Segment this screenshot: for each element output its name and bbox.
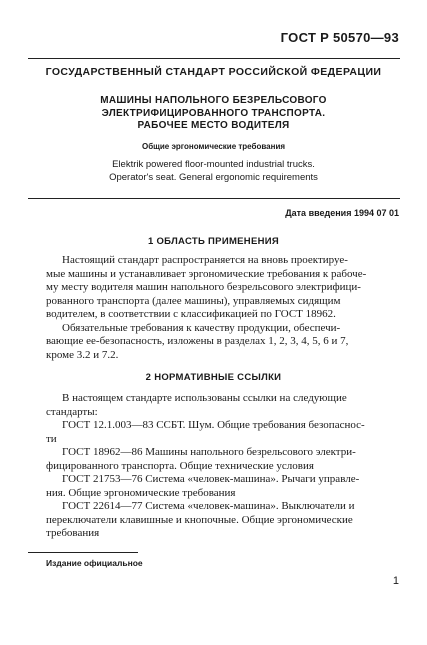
text-line: переключатели клавишные и кнопочные. Общие эргономические	[46, 513, 353, 526]
edition-note: Издание официальное	[46, 558, 143, 568]
text-line: ГОСТ 12.1.003—83 ССБТ. Шум. Общие требования безопаснос-	[62, 419, 365, 431]
english-title	[0, 159, 427, 184]
english-title-line: Operator's seat. General ergonomic requirements	[109, 171, 318, 183]
title-line: РАБОЧЕЕ МЕСТО ВОДИТЕЛЯ	[137, 120, 290, 131]
text-line: Настоящий стандарт распространяется на вновь проектируе-	[62, 254, 348, 266]
text-line: В настоящем стандарте использованы ссылки на следующие	[62, 392, 347, 404]
footer-rule	[28, 552, 138, 553]
text-line: вающие ее-безопасность, изложены в разделах 1, 2, 3, 4, 5, 6 и 7,	[46, 335, 349, 347]
page-number: 1	[392, 575, 399, 587]
text-line: стандарты:	[46, 405, 98, 418]
document-title	[0, 95, 427, 133]
paragraph	[46, 254, 398, 322]
section-1-heading: 1 ОБЛАСТЬ ПРИМЕНЕНИЯ	[147, 236, 280, 247]
document-number: ГОСТ Р 50570—93	[280, 30, 399, 45]
text-line: ГОСТ 22614—77 Система «человек-машина». Выключатели и	[62, 500, 355, 512]
section-2-heading: 2 НОРМАТИВНЫЕ ССЫЛКИ	[145, 372, 282, 383]
section-1-body	[46, 254, 398, 362]
title-line: МАШИНЫ НАПОЛЬНОГО БЕЗРЕЛЬСОВОГО	[100, 95, 327, 106]
reference-item	[46, 446, 398, 473]
text-line: ГОСТ 18962—86 Машины напольного безрельсового электри-	[62, 446, 356, 458]
text-line: ния. Общие эргономические требования	[46, 486, 236, 499]
paragraph	[46, 392, 398, 419]
reference-item	[46, 419, 398, 446]
text-line: требования	[46, 527, 100, 539]
english-title-line: Elektrik powered floor-mounted industrial trucks.	[112, 159, 315, 170]
paragraph	[46, 322, 398, 363]
middle-rule	[28, 198, 400, 199]
introduction-date: Дата введения 1994 07 01	[285, 208, 399, 218]
text-line: ГОСТ 21753—76 Система «человек-машина». Рычаги управле-	[62, 473, 360, 485]
text-line: рованного транспорта (далее машины), управляемых сидящим	[46, 294, 341, 307]
text-line: фицированного транспорта. Общие технические условия	[46, 459, 314, 472]
standard-type-header: ГОСУДАРСТВЕННЫЙ СТАНДАРТ РОССИЙСКОЙ ФЕДЕРАЦИИ	[45, 66, 382, 78]
text-line: мые машины и устанавливает эргономические требования к рабоче-	[46, 267, 367, 280]
text-line: Обязательные требования к качеству продукции, обеспечи-	[62, 321, 341, 334]
reference-item	[46, 500, 398, 541]
text-line: водителем, в соответствии с классификацией по ГОСТ 18962.	[46, 308, 336, 320]
title-line: ЭЛЕКТРИФИЦИРОВАННОГО ТРАНСПОРТА.	[101, 107, 326, 119]
text-line: ти	[46, 432, 57, 445]
reference-item	[46, 473, 398, 500]
section-2-body	[46, 392, 398, 541]
top-rule	[28, 58, 400, 59]
document-subtitle: Общие эргономические требования	[141, 142, 286, 151]
text-line: кроме 3.2 и 7.2.	[46, 348, 119, 361]
text-line: му месту водителя машин напольного безрельсового электрифици-	[46, 281, 361, 293]
